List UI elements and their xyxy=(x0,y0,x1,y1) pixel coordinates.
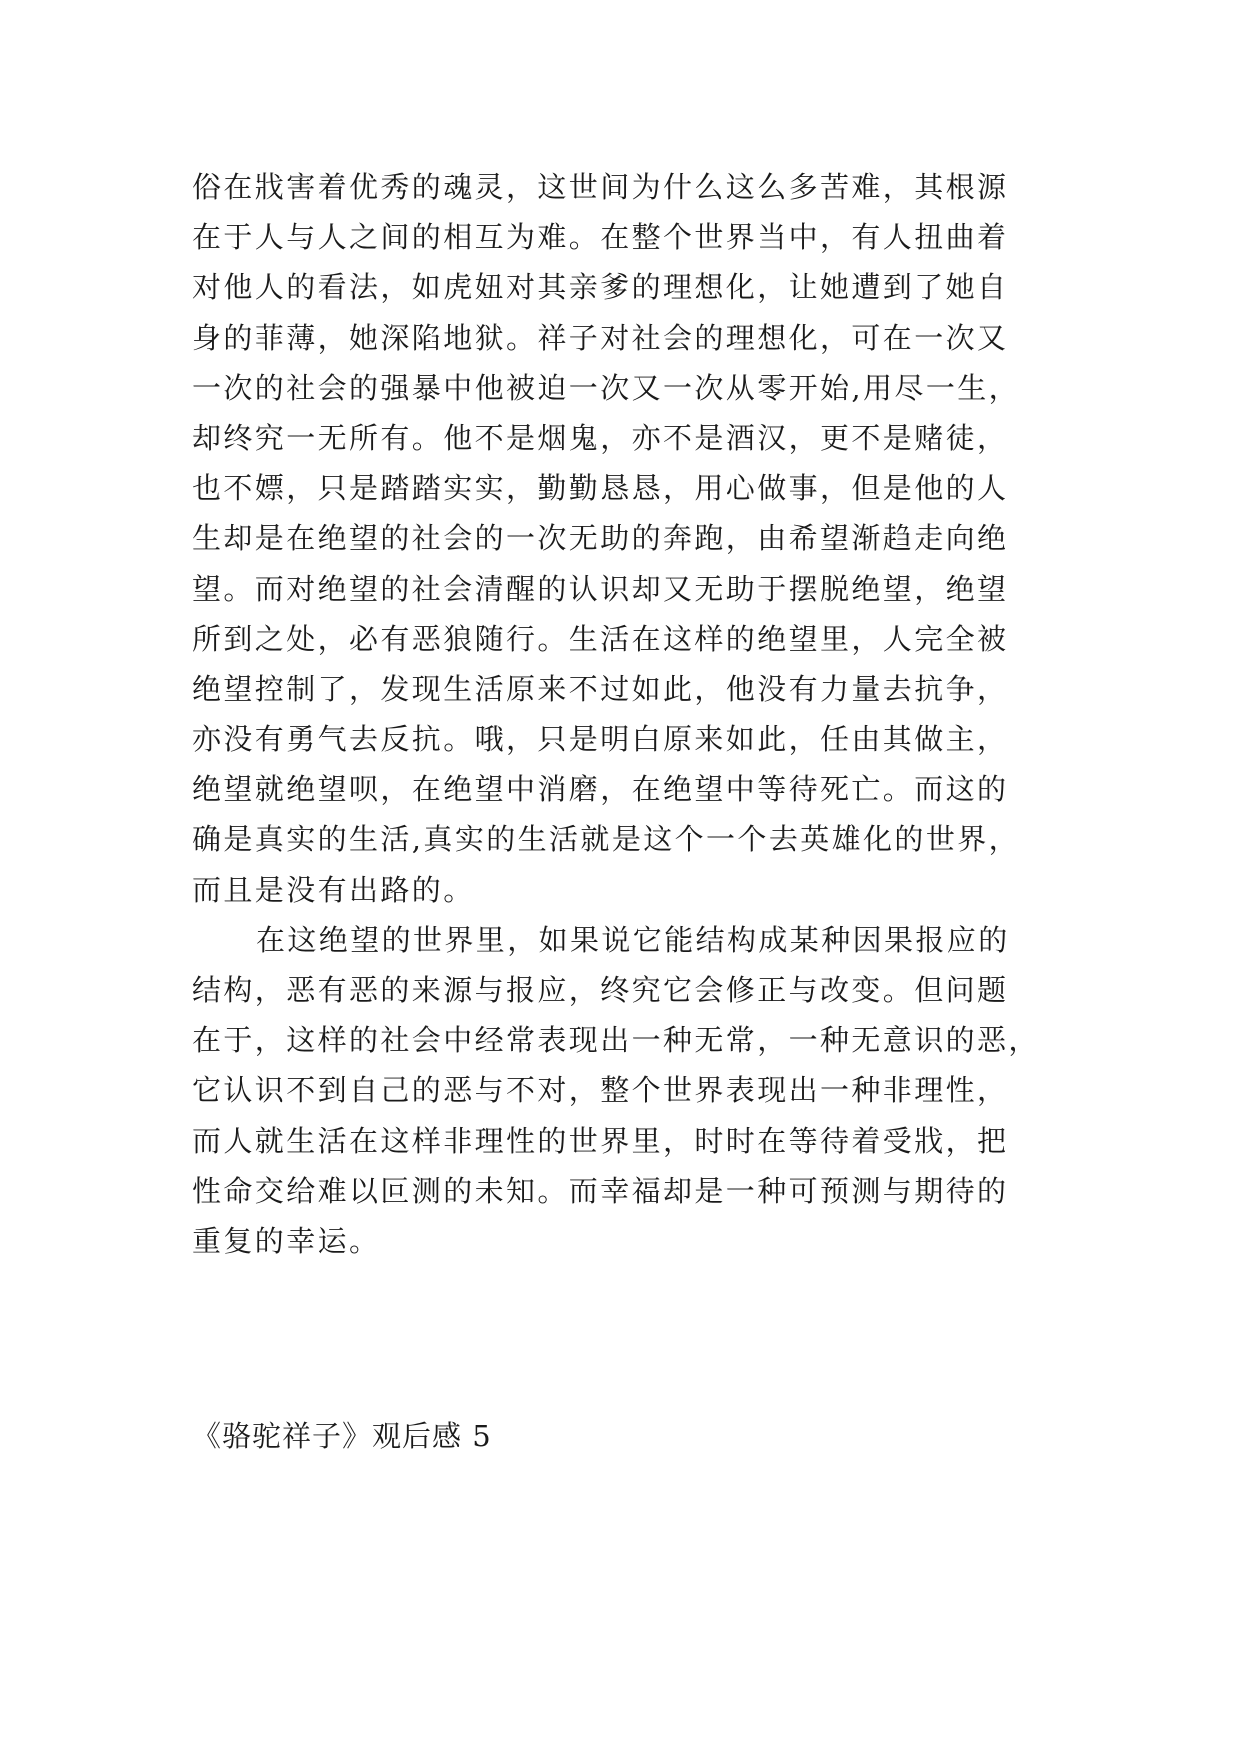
text-line: 所到之处，必有恶狼随行。生活在这样的绝望里，人完全被 xyxy=(192,621,1009,656)
text-line: 性命交给难以叵测的未知。而幸福却是一种可预测与期待的 xyxy=(192,1173,1009,1208)
text-line: 绝望控制了，发现生活原来不过如此，他没有力量去抗争， xyxy=(192,671,1009,706)
section-heading: 《骆驼祥子》观后感 5 xyxy=(192,1419,492,1453)
text-line: 亦没有勇气去反抗。哦，只是明白原来如此，任由其做主， xyxy=(192,722,1009,757)
text-line: 望。而对绝望的社会清醒的认识却又无助于摆脱绝望，绝望 xyxy=(192,571,1009,606)
text-line: 却终究一无所有。他不是烟鬼，亦不是酒汉，更不是赌徒， xyxy=(192,420,1009,455)
paragraph-2 xyxy=(192,915,1072,1266)
body-text xyxy=(192,162,1072,1266)
text-line: 而且是没有出路的。 xyxy=(192,872,475,907)
text-line: 重复的幸运。 xyxy=(192,1223,381,1258)
text-line: 俗在戕害着优秀的魂灵，这世间为什么这么多苦难，其根源 xyxy=(192,170,1009,204)
text-line: 在这绝望的世界里，如果说它能结构成某种因果报应的 xyxy=(256,922,1010,957)
text-line: 结构，恶有恶的来源与报应，终究它会修正与改变。但问题 xyxy=(192,973,1009,1007)
text-line: 身的菲薄，她深陷地狱。祥子对社会的理想化，可在一次又 xyxy=(192,320,1009,355)
text-line: 生却是在绝望的社会的一次无助的奔跑，由希望渐趋走向绝 xyxy=(192,521,1009,556)
text-line: 绝望就绝望呗，在绝望中消磨，在绝望中等待死亡。而这的 xyxy=(192,772,1009,807)
text-line: 在于，这样的社会中经常表现出一种无常，一种无意识的恶， xyxy=(192,1023,1040,1058)
text-line: 对他人的看法，如虎妞对其亲爹的理想化，让她遭到了她自 xyxy=(192,270,1009,305)
text-line: 一次的社会的强暴中他被迫一次又一次从零开始,用尽一生， xyxy=(192,370,1021,405)
text-line: 在于人与人之间的相互为难。在整个世界当中，有人扭曲着 xyxy=(192,220,1009,255)
text-line: 而人就生活在这样非理性的世界里，时时在等待着受戕，把 xyxy=(192,1123,1009,1158)
text-line: 确是真实的生活,真实的生活就是这个一个去英雄化的世界， xyxy=(192,822,1021,857)
text-line: 也不嫖，只是踏踏实实，勤勤恳恳，用心做事，但是他的人 xyxy=(192,471,1009,506)
paragraph-1 xyxy=(192,162,1072,915)
text-line: 它认识不到自己的恶与不对，整个世界表现出一种非理性， xyxy=(192,1073,1009,1108)
